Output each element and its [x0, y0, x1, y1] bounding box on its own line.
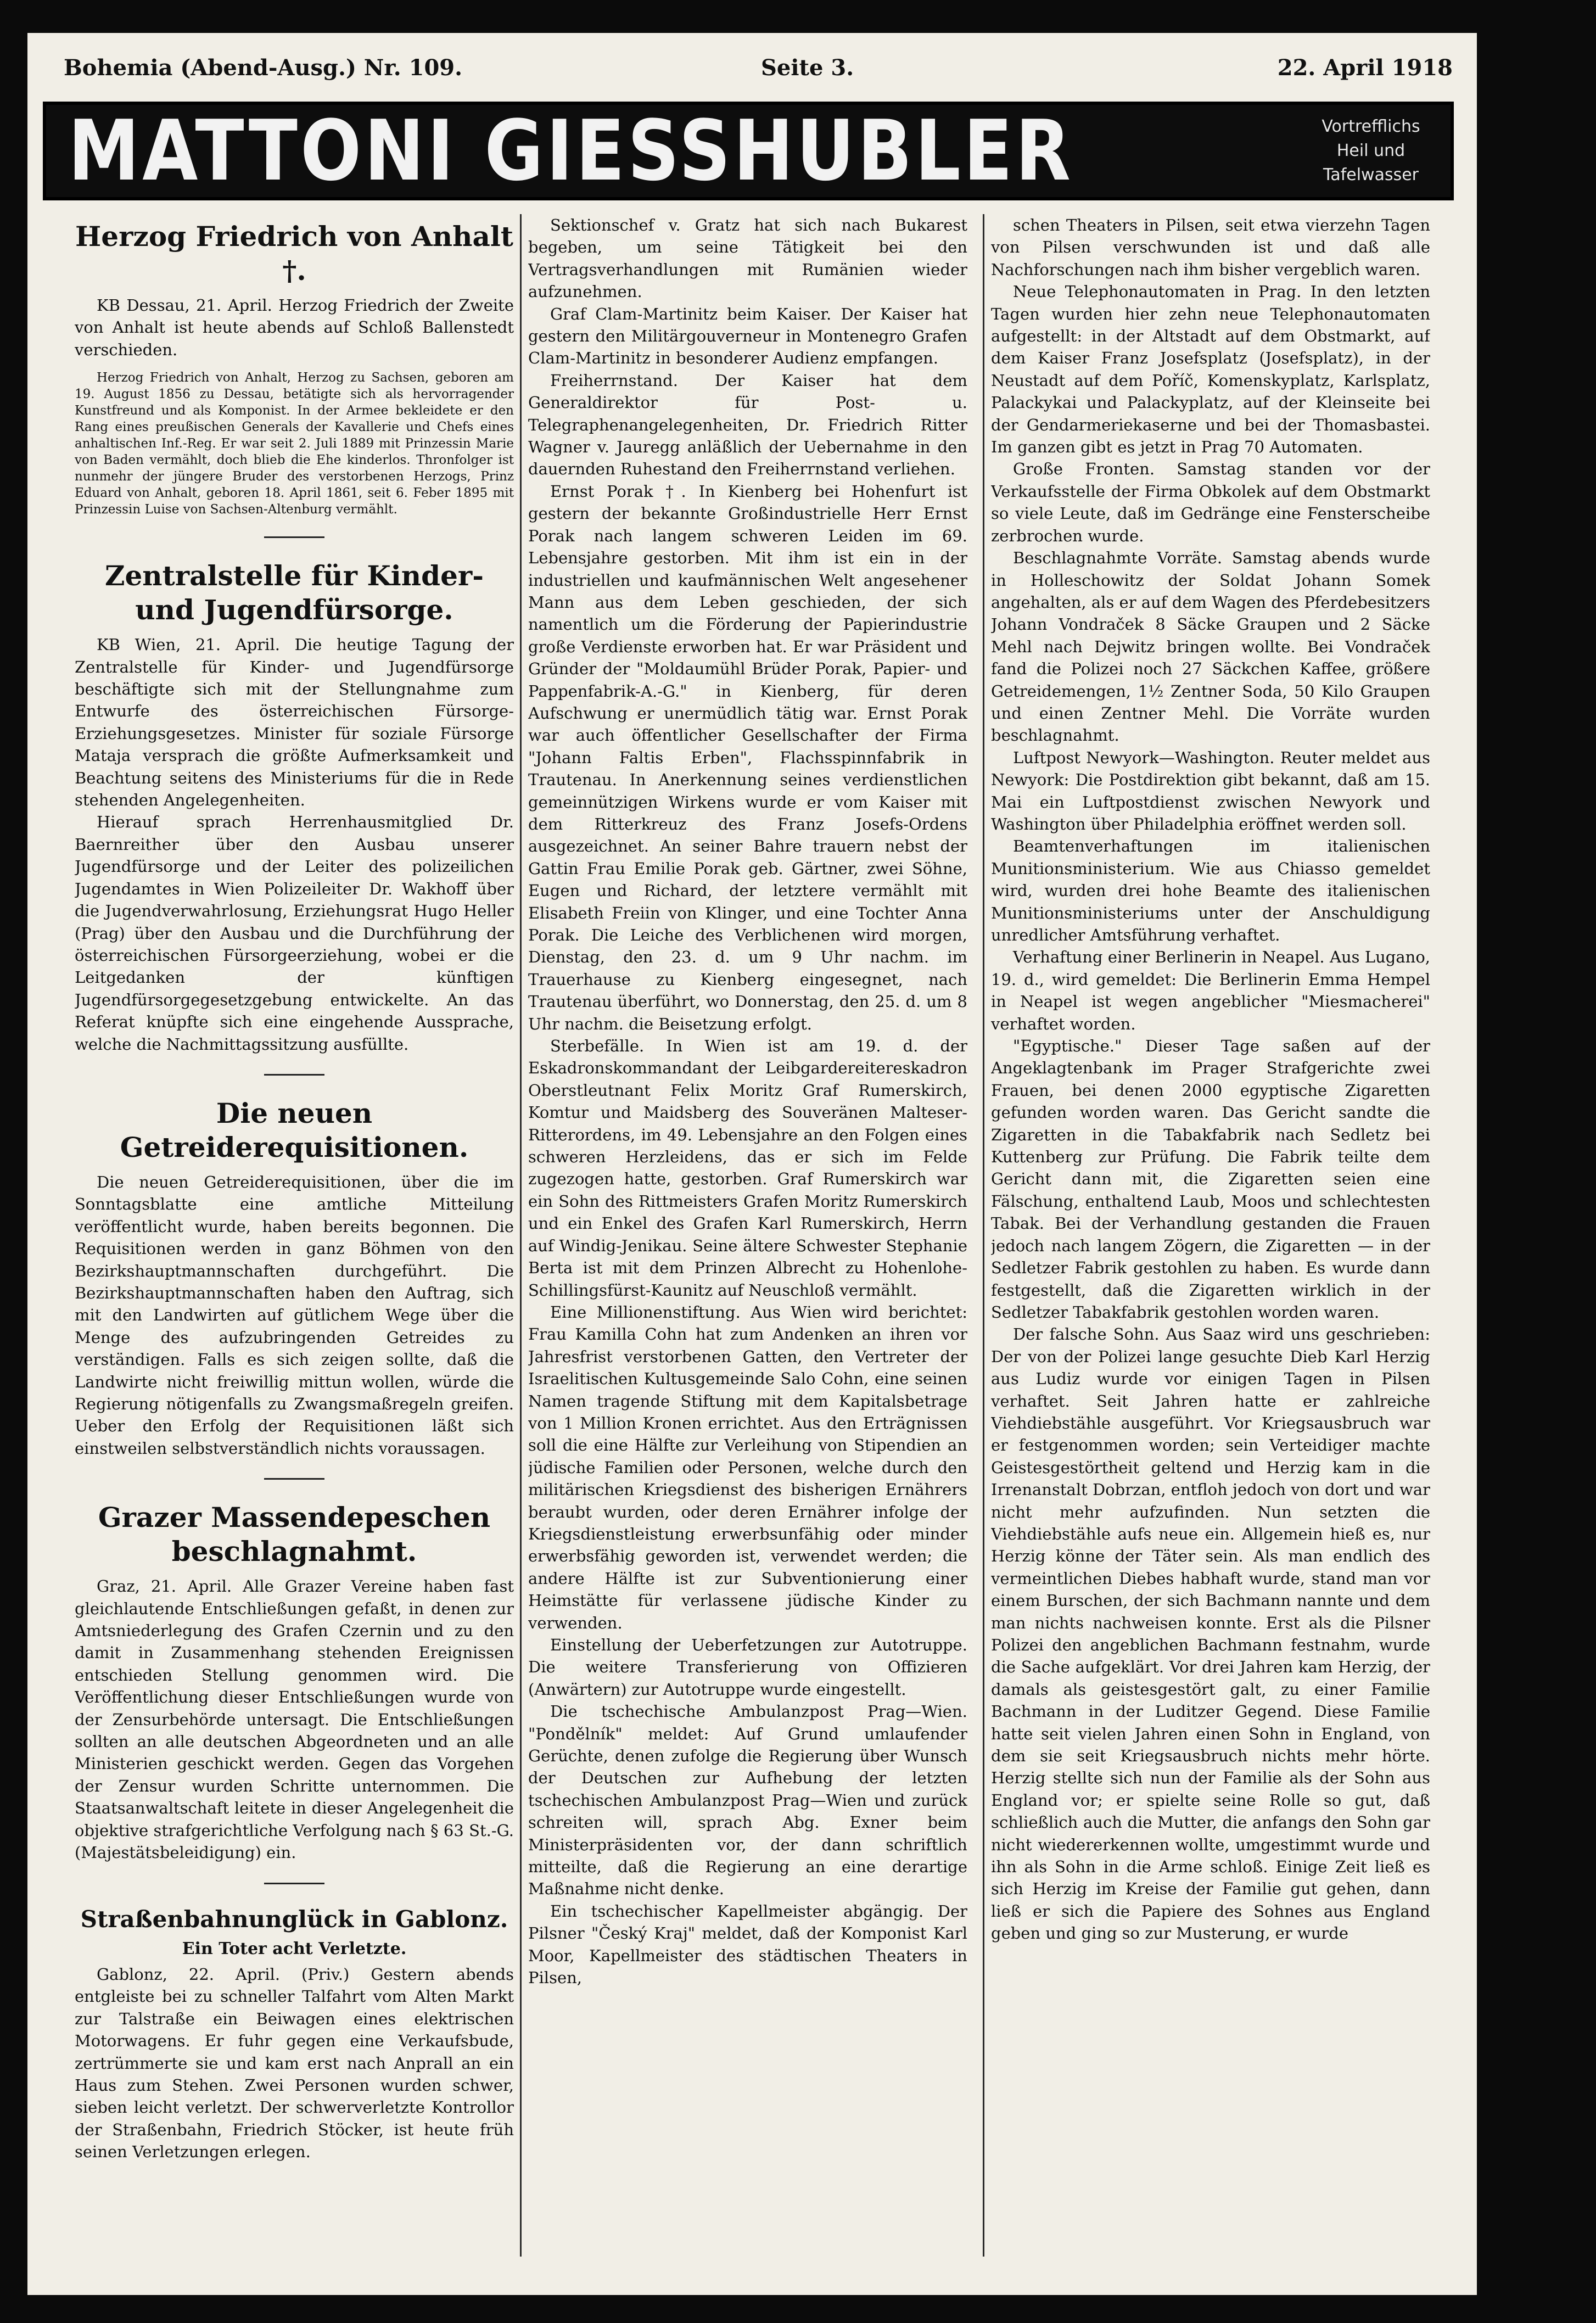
news-item: Graf Clam-Martinitz beim Kaiser. Der Kaiser hat gestern den Militärgouverneur in Montenegro Grafen Clam-Martinitz in besonderer Audienz empfangen. — [528, 304, 967, 368]
separator — [264, 1883, 324, 1884]
news-item: Ein tschechischer Kapellmeister abgängig. Der Pilsner "Český Kraj" meldet, daß der Komponist Karl Moor, Kapellmeister des städtischen Theaters in Pilsen, — [528, 1901, 967, 1988]
news-item: Verhaftung einer Berlinerin in Neapel. Aus Lugano, 19. d., wird gemeldet: Die Berlinerin Emma Hempel in Neapel ist wegen angeblicher "Miesmacherei" verhaftet worden. — [991, 948, 1430, 1033]
article-body: Die neuen Getreiderequisitionen, über die im Sonntagsblatte eine amtliche Mitteilung veröffentlicht wurde, haben bereits begonnen. Die Requisitionen werden in ganz Böhmen von den Bezirkshauptmannschaften durchgeführt. Die Bezirkshauptmannschaften haben den Auftrag, sich mit den Landwirten auf gütlichem Wege über die Menge des aufzubringenden Getreides zu verständigen. Falls es sich zeigen sollte, daß die Landwirte nicht freiwillig mittun wollen, würde die Regierung nötigenfalls zu Zwangsmaßregeln greifen. Ueber den Erfolg der Requisitionen läßt sich einstweilen selbstverständlich nichts voraussagen. — [75, 1172, 514, 1458]
article-body: Graz, 21. April. Alle Grazer Vereine haben fast gleichlautende Entschließungen gefaßt, in denen zur Amtsniederlegung des Grafen Czernin und zu den damit in Zusammenhang stehenden Ereignissen entschieden Stellung genommen wird. Die Veröffentlichung dieser Entschließungen wurde von der Zensurbehörde untersagt. Die Entschließungen sollten an alle deutschen Abgeordneten und an alle Ministerien geschickt werden. Gegen das Vorgehen der Zensur wurden Schritte unternommen. Die Staatsanwaltschaft leitete in dieser Angelegenheit die objektive strafgerichtliche Verfolgung nach § 63 St.-G. (Majestätsbeleidigung) ein. — [75, 1577, 514, 1862]
ad-tag-line-2: Heil und — [1336, 141, 1405, 160]
newspaper-page — [27, 33, 1477, 2295]
article-heading: Grazer Massendepeschen beschlagnahmt. — [98, 1501, 491, 1568]
separator — [264, 1074, 324, 1076]
news-item: Eine Millionenstiftung. Aus Wien wird berichtet: Frau Kamilla Cohn hat zum Andenken an ihren vor Jahresfrist verstorbenen Gatten, den Vertreter der Israelitischen Kultusgemeinde Salo Cohn, eine seinen Namen tragende Stiftung mit dem Kapitalsbetrage von 1 Million Kronen errichtet. Aus den Erträgnissen soll die eine Hälfte zur Verleihung von Stipendien an jüdische Familien oder Personen, welche durch den militärischen Kriegsdienst des bisherigen Ernährers beraubt wurden, oder deren Ernährer infolge der Kriegsdienstleistung erwerbsunfähig oder minder erwerbsfähig geworden ist, verwendet werden; die andere Hälfte ist zur Subventionierung einer Heimstätte für verlassene jüdische Kinder zu verwenden. — [528, 1302, 967, 1632]
separator — [264, 536, 324, 538]
news-item: Neue Telephonautomaten in Prag. In den letzten Tagen wurden hier zehn neue Telephonautomaten aufgestellt: in der Altstadt auf dem Obstmarkt, auf dem Kaiser Franz Josefsplatz (Josefsplatz), in der Neustadt auf dem Poříč, Komenskyplatz, Karlsplatz, Palackykai und Palackyplatz, auf der Kleinseite bei der Gendarmeriekaserne und bei der Thomasbastei. Im ganzen gibt es jetzt in Prag 70 Automaten. — [991, 282, 1430, 457]
column-left — [75, 214, 514, 2257]
news-item: Der falsche Sohn. Aus Saaz wird uns geschrieben: Der von der Polizei lange gesuchte Dieb Karl Herzig aus Ludiz wurde vor einigen Tagen in Pilsen verhaftet. Seit Jahren hatte er zahlreiche Viehdiebstähle ausgeführt. Vor Kriegsausbruch war er festgenommen worden; sein Verteidiger machte Geistesgestörtheit geltend und Herzig kam in die Irrenanstalt Dobrzan, entfloh jedoch von dort und war nicht mehr aufzufinden. Nun setzten die Viehdiebstähle aufs neue ein. Allgemein hieß es, nur Herzig könne der Täter sein. Als man endlich des vermeintlichen Diebes habhaft wurde, stand man vor einem Burschen, der sich Bachmann nannte und dem man nichts nachweisen konnte. Erst als die Pilsner Polizei den angeblichen Bachmann festnahm, wurde die Sache aufgeklärt. Vor drei Jahren kam Herzig, der damals als geistesgestört galt, zu einer Familie Bachmann in der Luditzer Gegend. Diese Familie hatte seit vielen Jahren einen Sohn in England, von dem sie seit Kriegsausbruch nichts mehr hörte. Herzig stellte sich nun der Familie als der Sohn aus England vor; er spielte seine Rolle so gut, daß schließlich auch die Mutter, die anfangs den Sohn gar nicht wiedererkennen wollte, umgestimmt wurde und ihn als Sohn in die Arme schloß. Einige Zeit ließ es sich Herzig im Kreise der Familie gut gehen, dann ließ er sich die Papiere des Sohnes aus England geben und ging so zur Musterung, er wurde — [991, 1325, 1430, 1943]
issue-date: 22. April 1918 — [1277, 55, 1453, 81]
page-number: Seite 3. — [761, 55, 854, 81]
ad-tagline — [1308, 115, 1434, 187]
advertisement-banner — [43, 102, 1454, 200]
news-item: Sektionschef v. Gratz hat sich nach Bukarest begeben, um seine Tätigkeit bei den Vertragsverhandlungen mit Rumänien wieder aufzunehmen. — [528, 216, 967, 301]
article-heading: Herzog Friedrich von Anhalt †. — [75, 220, 513, 287]
news-item: Die tschechische Ambulanzpost Prag—Wien. "Pondělník" meldet: Auf Grund umlaufender Gerüchte, denen zufolge die Regierung über Wunsch der Deutschen zur Aufhebung der letzten tschechischen Ambulanzpost Prag—Wien und zurück schreiten will, sprach Abg. Exner beim Ministerpräsidenten vor, der dann schriftlich mitteilte, daß die Regierung an eine derartige Maßnahme nicht denke. — [528, 1702, 967, 1899]
separator — [264, 1478, 324, 1480]
ad-tag-line-3: Tafelwasser — [1323, 165, 1419, 184]
article-body: Gablonz, 22. April. (Priv.) Gestern abends entgleiste bei zu schneller Talfahrt vom Alten Markt zur Talstraße ein Beiwagen eines elektrischen Motorwagens. Er fuhr gegen eine Verkaufsbude, zertrümmerte sie und kam erst nach Anprall an ein Haus zum Stehen. Zwei Personen wurden schwer, sieben leicht verletzt. Der schwerverletzte Kontrollor der Straßenbahn, Friedrich Stöcker, ist heute früh seinen Verletzungen erlegen. — [75, 1964, 514, 2162]
article-body: Hierauf sprach Herrenhausmitglied Dr. Baernreither über den Ausbau unserer Jugendfürsorge und der Leiter des polizeilichen Jugendamtes in Wien Polizeileiter Dr. Wakhoff über die Jugendverwahrlosung, Erziehungsrat Hugo Heller (Prag) über den Ausbau und die Durchführung der österreichischen Fürsorgeerziehung, wobei er die Leitgedanken der künftigen Jugendfürsorgegesetzgebung entwickelte. An das Referat knüpfte sich eine eingehende Aussprache, welche die Nachmittagssitzung ausfüllte. — [75, 813, 514, 1054]
news-item: Sterbefälle. In Wien ist am 19. d. der Eskadronskommandant der Leibgardereitereskadron Oberstleutnant Felix Moritz Graf Rumerskirch, Komtur und Maidsberg des Souveränen Malteser-Ritterordens, im 49. Lebensjahre an den Folgen eines schweren Herzleidens, das er sich im Felde zugezogen hatte, gestorben. Graf Rumerskirch war ein Sohn des Rittmeisters Grafen Moritz Rumerskirch und ein Enkel des Grafen Karl Rumerskirch, Herrn auf Windig-Jenikau. Seine ältere Schwester Stephanie Berta ist mit dem Prinzen Albrecht zu Hohenlohe-Schillingsfürst-Kaunitz auf Neuschloß vermählt. — [528, 1037, 967, 1300]
column-middle — [528, 214, 967, 2257]
page-header — [64, 55, 1453, 93]
news-item: Ernst Porak †. In Kienberg bei Hohenfurt ist gestern der bekannte Großindustrielle Herr Ernst Porak nach langem schweren Leiden im 69. Lebensjahre gestorben. Mit ihm ist ein in der industriellen und kaufmännischen Welt angesehener Mann aus dem Leben geschieden, der sich namentlich um die Förderung der Papierindustrie große Verdienste erworben hat. Er war Präsident und Gründer der "Moldaumühl Brüder Porak, Papier- und Pappenfabrik-A.-G." in Kienberg, für deren Aufschwung er unermüdlich tätig war. Ernst Porak war auch öffentlicher Gesellschafter der Firma "Johann Faltis Erben", Flachsspinnfabrik in Trautenau. In Anerkennung seines verdienstlichen gemeinnützigen Wirkens wurde er vom Kaiser mit dem Ritterkreuz des Franz Josefs-Ordens ausgezeichnet. An seiner Bahre trauern nebst der Gattin Frau Emilie Porak geb. Gärtner, zwei Söhne, Eugen und Richard, der letztere vermählt mit Elisabeth Freiin von Klinger, und eine Tochter Anna Porak. Die Leiche des Verblichenen wird morgen, Dienstag, den 23. d. um 9 Uhr nachm. im Trauerhause zu Kienberg eingesegnet, nach Trautenau überführt, wo Donnerstag, den 25. d. um 8 Uhr nachm. die Beisetzung erfolgt. — [528, 482, 967, 1033]
news-item: Große Fronten. Samstag standen vor der Verkaufsstelle der Firma Obkolek auf dem Obstmarkt so viele Leute, daß im Gedränge eine Fensterscheibe zerbrochen wurde. — [991, 460, 1430, 545]
issue-label: Bohemia (Abend-Ausg.) Nr. 109. — [64, 55, 463, 81]
article-subheading: Ein Toter acht Verletzte. — [182, 1939, 407, 1958]
ad-brand: MATTONI GIESSHUBLER — [68, 102, 1074, 199]
ad-tag-line-1: Vortrefflichs — [1321, 117, 1420, 136]
article-body: KB Wien, 21. April. Die heutige Tagung der Zentralstelle für Kinder- und Jugendfürsorge beschäftigte sich mit der Stellungnahme zum Entwurfe des österreichischen Fürsorge-Erziehungsgesetzes. Minister für soziale Fürsorge Mataja versprach die größte Aufmerksamkeit und Beachtung seitens des Ministeriums für die in Rede stehenden Angelegenheiten. — [75, 635, 514, 810]
column-rule — [520, 214, 522, 2257]
column-rule — [983, 214, 984, 2257]
article-body: KB Dessau, 21. April. Herzog Friedrich der Zweite von Anhalt ist heute abends auf Schloß Ballenstedt verschieden. — [75, 296, 514, 359]
news-item: Freiherrnstand. Der Kaiser hat dem Generaldirektor für Post- u. Telegraphenangelegenheiten, Dr. Friedrich Ritter Wagner v. Jauregg anläßlich der Uebernahme in den dauernden Ruhestand den Freiherrnstand verliehen. — [528, 371, 967, 479]
column-right — [991, 214, 1430, 2257]
news-item: Beamtenverhaftungen im italienischen Munitionsministerium. Wie aus Chiasso gemeldet wird, wurden drei hohe Beamte des italienischen Munitionsministeriums unter der Anschuldigung unredlicher Amtsführung verhaftet. — [991, 837, 1430, 944]
news-item: Einstellung der Ueberfetzungen zur Autotruppe. Die weitere Transferierung von Offizieren (Anwärtern) zur Autotruppe wurde eingestellt. — [528, 1636, 967, 1699]
article-heading: Zentralstelle für Kinder- und Jugendfürsorge. — [104, 559, 484, 626]
article-heading: Straßenbahnunglück in Gablonz. — [80, 1905, 508, 1933]
news-item: schen Theaters in Pilsen, seit etwa vierzehn Tagen von Pilsen verschwunden ist und daß alle Nachforschungen nach ihm bisher vergeblich waren. — [991, 216, 1430, 279]
article-heading: Die neuen Getreiderequisitionen. — [120, 1096, 469, 1163]
article-note: Herzog Friedrich von Anhalt, Herzog zu Sachsen, geboren am 19. August 1856 zu Dessau, betätigte sich als hervorragender Kunstfreund und als Komponist. In der Armee bekleidete er den Rang eines preußischen Generals der Kavallerie und Chefs eines anhaltischen Inf.-Reg. Er war seit 2. Juli 1889 mit Prinzessin Marie von Baden vermählt, doch blieb die Ehe kinderlos. Thronfolger ist nunmehr der jüngere Bruder des verstorbenen Herzogs, Prinz Eduard von Anhalt, geboren 18. April 1861, seit 6. Feber 1895 mit Prinzessin Luise von Sachsen-Altenburg vermählt. — [75, 371, 514, 517]
news-item: Luftpost Newyork—Washington. Reuter meldet aus Newyork: Die Postdirektion gibt bekannt, daß am 15. Mai ein Luftpostdienst zwischen Newyork und Washington über Philadelphia eröffnet werden soll. — [991, 748, 1430, 833]
news-item: Beschlagnahmte Vorräte. Samstag abends wurde in Holleschowitz der Soldat Johann Somek angehalten, als er auf dem Wagen des Pferdebesitzers Johann Vondraček 8 Säcke Graupen und 2 Säcke Mehl nach Dejwitz bringen wollte. Bei Vondraček fand die Polizei noch 27 Säckchen Kaffee, größere Getreidemengen, 1½ Zentner Soda, 50 Kilo Graupen und einen Zentner Mehl. Die Vorräte wurden beschlagnahmt. — [991, 548, 1430, 745]
news-item: "Egyptische." Dieser Tage saßen auf der Angeklagtenbank im Prager Strafgerichte zwei Frauen, bei denen 2000 egyptische Zigaretten gefunden worden waren. Das Gericht sandte die Zigaretten in die Tabakfabrik nach Sedletz bei Kuttenberg zur Prüfung. Die Fabrik teilte dem Gericht dann mit, die Zigaretten seien eine Fälschung, enthaltend Laub, Moos und schlechtesten Tabak. Bei der Verhandlung gestanden die Frauen jedoch nach langem Zögern, die Zigaretten — in der Sedletzer Fabrik gestohlen zu haben. Es wurde dann festgestellt, daß die Zigaretten wirklich in der Sedletzer Tabakfabrik gestohlen worden waren. — [991, 1037, 1430, 1322]
